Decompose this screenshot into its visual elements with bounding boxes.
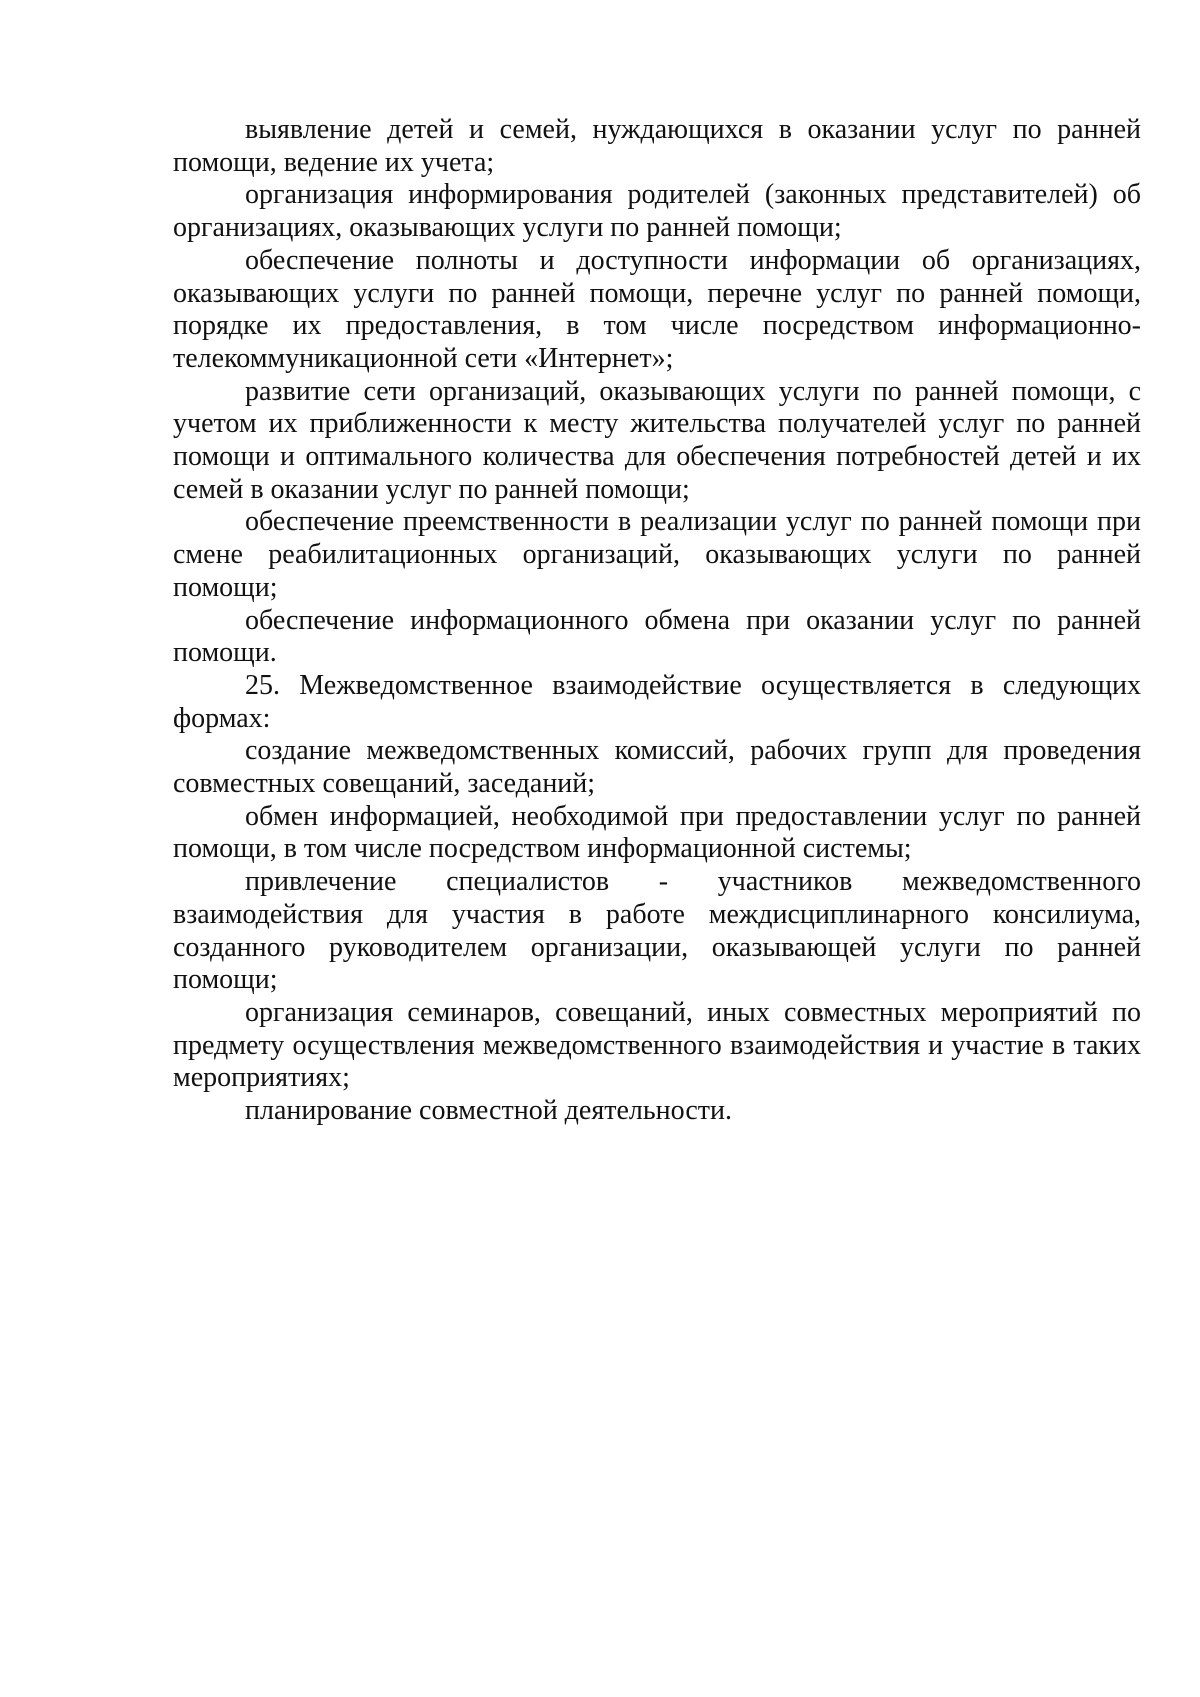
- paragraph-item-25: 25. Межведомственное взаимодействие осуществляется в следующих формах:: [173, 669, 1141, 734]
- paragraph-specialists: привлечение специалистов - участников межведомственного взаимодействия для участия в работе междисциплинарного консилиума, созданного руководителем организации, оказывающей услуги по ранней помощи;: [173, 866, 1141, 996]
- paragraph-parent-informing: организация информирования родителей (законных представителей) об организациях, оказывающих услуги по ранней помощи;: [173, 179, 1141, 244]
- paragraph-continuity: обеспечение преемственности в реализации услуг по ранней помощи при смене реабилитационных организаций, оказывающих услуги по ранней помощи;: [173, 506, 1141, 603]
- paragraph-planning: планирование совместной деятельности.: [245, 1095, 732, 1127]
- paragraph-commissions: создание межведомственных комиссий, рабочих групп для проведения совместных совещаний, заседаний;: [173, 735, 1141, 800]
- paragraph-network-development: развитие сети организаций, оказывающих услуги по ранней помощи, с учетом их приближенности к месту жительства получателей услуг по ранней помощи и оптимального количества для обеспечения потребностей детей и их семей в оказании услуг по ранней помощи;: [173, 375, 1141, 505]
- paragraph-seminars: организация семинаров, совещаний, иных совместных мероприятий по предмету осуществления межведомственного взаимодействия и участие в таких мероприятиях;: [173, 996, 1141, 1094]
- paragraph-information-completeness: обеспечение полноты и доступности информации об организациях, оказывающих услуги по ранней помощи, перечне услуг по ранней помощи, порядке их предоставления, в том числе посредством информационно-телекоммуникационной сети «Интернет»;: [173, 244, 1141, 374]
- document-body: [173, 114, 1141, 1128]
- paragraph-early-help-identification: выявление детей и семей, нуждающихся в оказании услуг по ранней помощи, ведение их учета;: [173, 114, 1141, 178]
- paragraph-info-sharing: обмен информацией, необходимой при предоставлении услуг по ранней помощи, в том числе посредством информационной системы;: [173, 800, 1141, 865]
- paragraph-information-exchange: обеспечение информационного обмена при оказании услуг по ранней помощи.: [173, 604, 1141, 669]
